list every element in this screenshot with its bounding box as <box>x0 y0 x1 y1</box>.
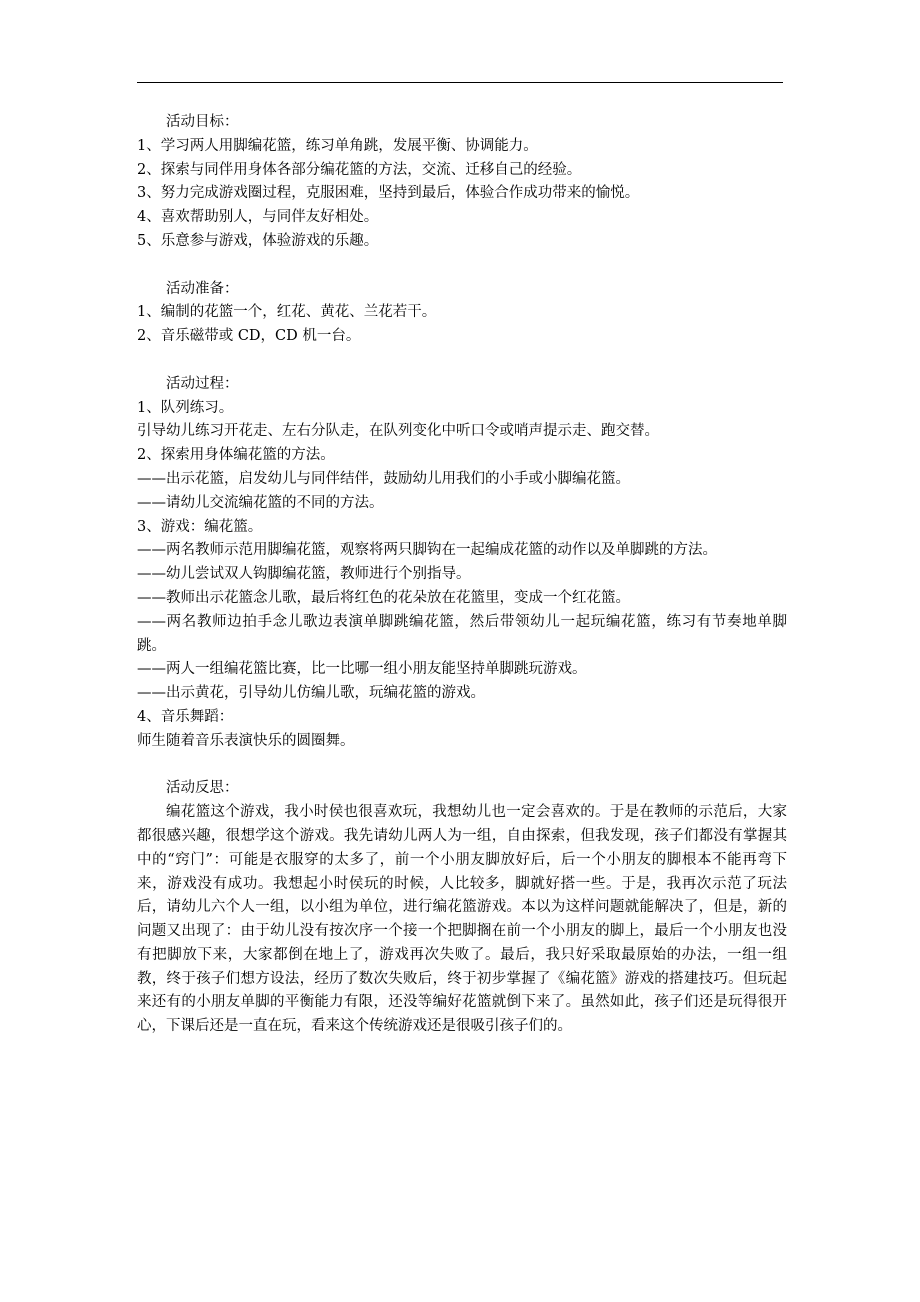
goal-item: 4、喜欢帮助别人，与同伴友好相处。 <box>137 209 379 226</box>
preparation-heading: 活动准备： <box>166 280 239 297</box>
step1-title: 1、队列练习。 <box>137 399 234 416</box>
step3-item: ——幼儿尝试双人钩脚编花篮，教师进行个别指导。 <box>137 566 471 583</box>
preparation-section <box>137 278 787 349</box>
step3-item: ——两人一组编花篮比赛，比一比哪一组小朋友能坚持单脚跳玩游戏。 <box>137 661 587 678</box>
step3-item: ——两名教师示范用脚编花篮，观察将两只脚钩在一起编成花篮的动作以及单脚跳的方法。 <box>137 542 717 559</box>
goals-section <box>137 111 787 254</box>
step4-title: 4、音乐舞蹈： <box>137 708 234 725</box>
preparation-item: 2、音乐磁带或 CD，CD 机一台。 <box>137 328 361 345</box>
goals-heading: 活动目标： <box>166 114 239 130</box>
goal-item: 2、探索与同伴用身体各部分编花篮的方法，交流、迁移自己的经验。 <box>137 161 582 178</box>
preparation-item: 1、编制的花篮一个，红花、黄花、兰花若干。 <box>137 304 437 321</box>
step3-item: ——教师出示花篮念儿歌，最后将红色的花朵放在花篮里，变成一个红花篮。 <box>137 589 630 606</box>
header-rule <box>137 82 783 83</box>
reflection-section <box>137 777 787 1039</box>
step3-title: 3、游戏：编花篮。 <box>137 518 263 535</box>
step2-title: 2、探索用身体编花篮的方法。 <box>137 447 335 464</box>
goal-item: 1、学习两人用脚编花篮，练习单角跳，发展平衡、协调能力。 <box>137 137 538 154</box>
process-heading: 活动过程： <box>166 375 239 392</box>
step1-text: 引导幼儿练习开花走、左右分队走，在队列变化中听口令或哨声提示走、跑交替。 <box>137 423 659 440</box>
reflection-heading: 活动反思： <box>166 780 239 797</box>
step4-text: 师生随着音乐表演快乐的圆圈舞。 <box>137 732 355 749</box>
step2-item: ——出示花篮，启发幼儿与同伴结伴，鼓励幼儿用我们的小手或小脚编花篮。 <box>137 470 630 487</box>
document-body <box>137 111 787 1039</box>
step3-item: ——出示黄花，引导幼儿仿编儿歌，玩编花篮的游戏。 <box>137 685 485 702</box>
reflection-text: 编花篮这个游戏，我小时侯也很喜欢玩，我想幼儿也一定会喜欢的。于是在教师的示范后，大家都很感兴趣，很想学这个游戏。我先请幼儿两人为一组，自由探索，但我发现，孩子们都没有掌握其中的“窍门”：可能是衣服穿的太多了，前一个小朋友脚放好后，后一个小朋友的脚根本不能再弯下来，游戏没有成功。我想起小时侯玩的时候，人比较多，脚就好搭一些。于是，我再次示范了玩法后，请幼儿六个人一组，以小组为单位，进行编花篮游戏。本以为这样问题就能解决了，但是，新的问题又出现了：由于幼儿没有按次序一个接一个把脚搁在前一个小朋友的脚上，最后一个小朋友也没有把脚放下来，大家都倒在地上了，游戏再次失败了。最后，我只好采取最原始的办法，一组一组教，终于孩子们想方设法，经历了数次失败后，终于初步掌握了《编花篮》游戏的搭建技巧。但玩起来还有的小朋友单脚的平衡能力有限，还没等编好花篮就倒下来了。虽然如此，孩子们还是玩得很开心，下课后还是一直在玩，看来这个传统游戏还是很吸引孩子们的。 <box>137 804 787 1035</box>
goal-item: 5、乐意参与游戏，体验游戏的乐趣。 <box>137 232 379 249</box>
process-section <box>137 373 787 754</box>
step3-item: ——两名教师边拍手念儿歌边表演单脚跳编花篮，然后带领幼儿一起玩编花篮，练习有节奏地单脚跳。 <box>137 613 787 654</box>
step2-item: ——请幼儿交流编花篮的不同的方法。 <box>137 494 384 511</box>
goal-item: 3、努力完成游戏圈过程，克服困难，坚持到最后，体验合作成功带来的愉悦。 <box>137 185 640 202</box>
